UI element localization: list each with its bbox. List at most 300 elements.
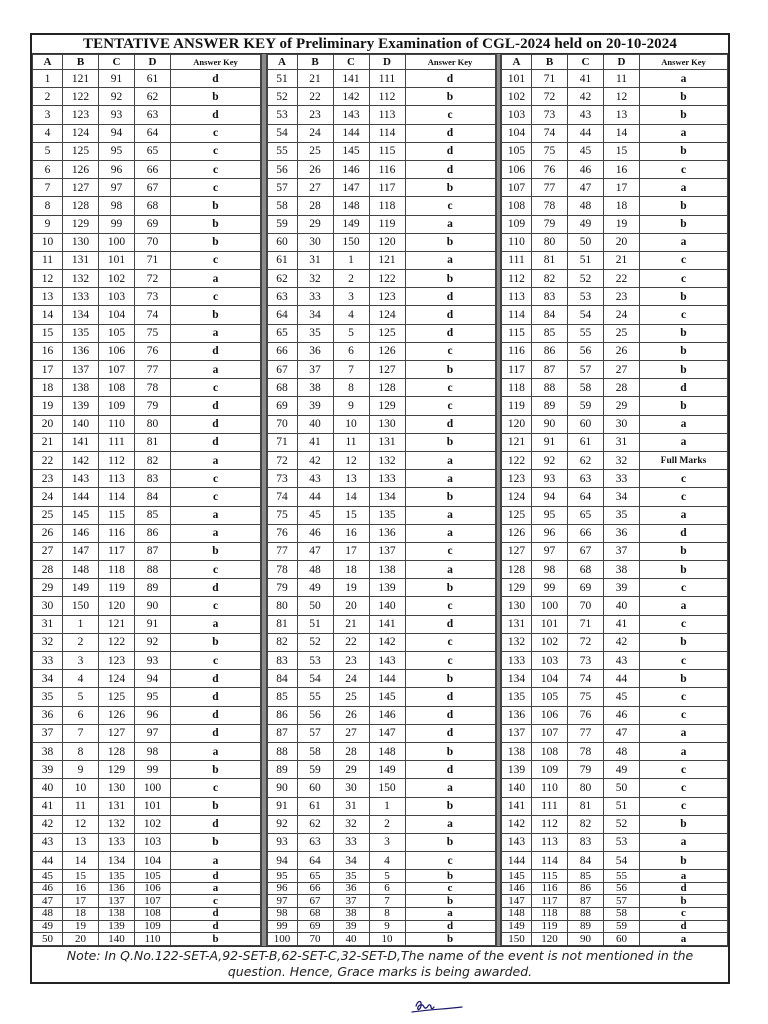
answer-cell: d bbox=[640, 524, 728, 542]
question-number-cell: 69 bbox=[568, 579, 604, 597]
table-row bbox=[267, 160, 495, 178]
answer-cell: d bbox=[405, 688, 495, 706]
question-number-cell: 7 bbox=[33, 179, 63, 197]
question-number-cell: 105 bbox=[502, 142, 532, 160]
question-number-cell: 34 bbox=[604, 488, 640, 506]
question-number-cell: 25 bbox=[604, 324, 640, 342]
answer-cell: c bbox=[640, 688, 728, 706]
answer-cell: b bbox=[405, 233, 495, 251]
question-number-cell: 147 bbox=[333, 179, 369, 197]
question-number-cell: 99 bbox=[532, 579, 568, 597]
table-row bbox=[33, 542, 261, 560]
question-number-cell: 45 bbox=[568, 142, 604, 160]
question-number-cell: 5 bbox=[33, 142, 63, 160]
question-number-cell: 83 bbox=[267, 652, 297, 670]
question-number-cell: 99 bbox=[135, 761, 171, 779]
question-number-cell: 87 bbox=[267, 724, 297, 742]
question-number-cell: 150 bbox=[502, 933, 532, 946]
question-number-cell: 108 bbox=[135, 908, 171, 921]
answer-cell: d bbox=[171, 397, 261, 415]
question-number-cell: 19 bbox=[33, 397, 63, 415]
answer-cell: d bbox=[171, 106, 261, 124]
question-number-cell: 95 bbox=[532, 506, 568, 524]
answer-cell: c bbox=[405, 652, 495, 670]
answer-cell: d bbox=[171, 815, 261, 833]
question-number-cell: 27 bbox=[297, 179, 333, 197]
question-number-cell: 10 bbox=[63, 779, 99, 797]
question-number-cell: 11 bbox=[604, 70, 640, 88]
question-number-cell: 119 bbox=[532, 920, 568, 933]
question-number-cell: 80 bbox=[267, 597, 297, 615]
question-number-cell: 48 bbox=[604, 742, 640, 760]
question-number-cell: 85 bbox=[532, 324, 568, 342]
question-number-cell: 85 bbox=[267, 688, 297, 706]
question-number-cell: 133 bbox=[99, 833, 135, 851]
question-number-cell: 125 bbox=[99, 688, 135, 706]
question-number-cell: 7 bbox=[369, 895, 405, 908]
question-number-cell: 20 bbox=[333, 597, 369, 615]
question-number-cell: 24 bbox=[33, 488, 63, 506]
question-number-cell: 61 bbox=[267, 251, 297, 269]
question-number-cell: 9 bbox=[33, 215, 63, 233]
table-row bbox=[502, 324, 728, 342]
answer-cell: c bbox=[640, 470, 728, 488]
answer-cell: c bbox=[405, 597, 495, 615]
answer-cell: a bbox=[640, 415, 728, 433]
table-row bbox=[33, 397, 261, 415]
question-number-cell: 35 bbox=[333, 870, 369, 883]
answer-cell: d bbox=[640, 882, 728, 895]
question-number-cell: 87 bbox=[532, 361, 568, 379]
question-number-cell: 90 bbox=[267, 779, 297, 797]
question-number-cell: 42 bbox=[568, 88, 604, 106]
question-number-cell: 64 bbox=[267, 306, 297, 324]
table-row bbox=[267, 633, 495, 651]
question-number-cell: 123 bbox=[369, 288, 405, 306]
answer-cell: a bbox=[405, 251, 495, 269]
question-number-cell: 45 bbox=[297, 506, 333, 524]
question-number-cell: 50 bbox=[297, 597, 333, 615]
question-number-cell: 83 bbox=[568, 833, 604, 851]
question-number-cell: 78 bbox=[267, 561, 297, 579]
table-row bbox=[502, 895, 728, 908]
question-number-cell: 90 bbox=[135, 597, 171, 615]
question-number-cell: 17 bbox=[63, 895, 99, 908]
question-number-cell: 20 bbox=[604, 233, 640, 251]
question-number-cell: 58 bbox=[568, 379, 604, 397]
answer-cell: b bbox=[640, 142, 728, 160]
question-number-cell: 131 bbox=[502, 615, 532, 633]
question-number-cell: 49 bbox=[568, 215, 604, 233]
question-number-cell: 6 bbox=[369, 882, 405, 895]
question-number-cell: 68 bbox=[267, 379, 297, 397]
question-number-cell: 78 bbox=[135, 379, 171, 397]
question-number-cell: 103 bbox=[502, 106, 532, 124]
answer-cell: b bbox=[640, 561, 728, 579]
question-number-cell: 95 bbox=[267, 870, 297, 883]
question-number-cell: 23 bbox=[604, 288, 640, 306]
question-number-cell: 49 bbox=[33, 920, 63, 933]
question-number-cell: 30 bbox=[33, 597, 63, 615]
question-number-cell: 56 bbox=[604, 882, 640, 895]
answer-cell: d bbox=[405, 306, 495, 324]
answer-cell: b bbox=[405, 933, 495, 946]
answer-cell: b bbox=[405, 670, 495, 688]
question-number-cell: 125 bbox=[502, 506, 532, 524]
table-row bbox=[502, 270, 728, 288]
answer-cell: b bbox=[405, 433, 495, 451]
table-row bbox=[33, 761, 261, 779]
table-row bbox=[267, 324, 495, 342]
question-number-cell: 96 bbox=[532, 524, 568, 542]
question-number-cell: 133 bbox=[502, 652, 532, 670]
answer-cell: d bbox=[171, 415, 261, 433]
question-number-cell: 56 bbox=[297, 706, 333, 724]
question-number-cell: 106 bbox=[532, 706, 568, 724]
question-number-cell: 58 bbox=[297, 742, 333, 760]
table-row bbox=[33, 920, 261, 933]
question-number-cell: 143 bbox=[63, 470, 99, 488]
question-number-cell: 113 bbox=[502, 288, 532, 306]
answer-table-group-1 bbox=[32, 54, 261, 946]
table-row bbox=[33, 142, 261, 160]
question-number-cell: 13 bbox=[63, 833, 99, 851]
question-number-cell: 98 bbox=[99, 197, 135, 215]
question-number-cell: 4 bbox=[33, 124, 63, 142]
table-row bbox=[33, 870, 261, 883]
question-number-cell: 40 bbox=[297, 415, 333, 433]
question-number-cell: 16 bbox=[33, 342, 63, 360]
answer-cell: c bbox=[171, 124, 261, 142]
question-number-cell: 121 bbox=[502, 433, 532, 451]
table-row bbox=[33, 288, 261, 306]
question-number-cell: 134 bbox=[369, 488, 405, 506]
table-row bbox=[502, 88, 728, 106]
question-number-cell: 131 bbox=[63, 251, 99, 269]
question-number-cell: 71 bbox=[267, 433, 297, 451]
table-row bbox=[33, 70, 261, 88]
question-number-cell: 53 bbox=[297, 652, 333, 670]
answer-cell: c bbox=[171, 652, 261, 670]
question-number-cell: 114 bbox=[99, 488, 135, 506]
question-number-cell: 110 bbox=[502, 233, 532, 251]
answer-cell: d bbox=[405, 124, 495, 142]
question-number-cell: 13 bbox=[333, 470, 369, 488]
answer-cell: d bbox=[405, 761, 495, 779]
question-number-cell: 42 bbox=[604, 633, 640, 651]
question-number-cell: 26 bbox=[333, 706, 369, 724]
table-row bbox=[33, 506, 261, 524]
question-number-cell: 69 bbox=[267, 397, 297, 415]
answer-cell: c bbox=[171, 597, 261, 615]
question-number-cell: 139 bbox=[63, 397, 99, 415]
table-row bbox=[33, 488, 261, 506]
table-row bbox=[33, 615, 261, 633]
header-row bbox=[502, 55, 728, 70]
question-number-cell: 12 bbox=[604, 88, 640, 106]
question-number-cell: 51 bbox=[267, 70, 297, 88]
question-number-cell: 127 bbox=[502, 542, 532, 560]
question-number-cell: 145 bbox=[63, 506, 99, 524]
question-number-cell: 65 bbox=[297, 870, 333, 883]
table-row bbox=[267, 670, 495, 688]
question-number-cell: 129 bbox=[502, 579, 532, 597]
table-row bbox=[267, 142, 495, 160]
question-number-cell: 81 bbox=[267, 615, 297, 633]
question-number-cell: 84 bbox=[135, 488, 171, 506]
question-number-cell: 127 bbox=[369, 361, 405, 379]
question-number-cell: 19 bbox=[333, 579, 369, 597]
answer-cell: a bbox=[405, 524, 495, 542]
set-header-c: C bbox=[568, 55, 604, 70]
question-number-cell: 105 bbox=[99, 324, 135, 342]
question-number-cell: 22 bbox=[297, 88, 333, 106]
set-header-b: B bbox=[532, 55, 568, 70]
table-row bbox=[267, 88, 495, 106]
table-row bbox=[267, 433, 495, 451]
question-number-cell: 58 bbox=[604, 908, 640, 921]
question-number-cell: 8 bbox=[369, 908, 405, 921]
question-number-cell: 60 bbox=[568, 415, 604, 433]
answer-cell: d bbox=[405, 324, 495, 342]
question-number-cell: 5 bbox=[333, 324, 369, 342]
question-number-cell: 30 bbox=[604, 415, 640, 433]
question-number-cell: 100 bbox=[532, 597, 568, 615]
answer-cell: a bbox=[405, 451, 495, 469]
question-number-cell: 31 bbox=[297, 251, 333, 269]
question-number-cell: 52 bbox=[297, 633, 333, 651]
question-number-cell: 43 bbox=[568, 106, 604, 124]
question-number-cell: 115 bbox=[532, 870, 568, 883]
question-number-cell: 36 bbox=[604, 524, 640, 542]
question-number-cell: 66 bbox=[135, 160, 171, 178]
question-number-cell: 21 bbox=[297, 70, 333, 88]
question-number-cell: 62 bbox=[267, 270, 297, 288]
question-number-cell: 88 bbox=[568, 908, 604, 921]
question-number-cell: 10 bbox=[369, 933, 405, 946]
question-number-cell: 52 bbox=[568, 270, 604, 288]
question-number-cell: 8 bbox=[33, 197, 63, 215]
question-number-cell: 145 bbox=[333, 142, 369, 160]
answer-cell: d bbox=[171, 908, 261, 921]
question-number-cell: 41 bbox=[604, 615, 640, 633]
answer-cell: b bbox=[405, 895, 495, 908]
question-number-cell: 109 bbox=[135, 920, 171, 933]
table-row bbox=[502, 882, 728, 895]
answer-cell: b bbox=[171, 833, 261, 851]
question-number-cell: 89 bbox=[568, 920, 604, 933]
table-row bbox=[33, 895, 261, 908]
answer-cell: a bbox=[640, 506, 728, 524]
question-number-cell: 15 bbox=[33, 324, 63, 342]
answer-cell: a bbox=[405, 215, 495, 233]
answer-cell: d bbox=[640, 920, 728, 933]
question-number-cell: 144 bbox=[369, 670, 405, 688]
question-number-cell: 3 bbox=[333, 288, 369, 306]
answer-cell: a bbox=[640, 597, 728, 615]
table-row bbox=[33, 524, 261, 542]
question-number-cell: 114 bbox=[532, 852, 568, 870]
question-number-cell: 35 bbox=[33, 688, 63, 706]
table-row bbox=[502, 688, 728, 706]
question-number-cell: 71 bbox=[135, 251, 171, 269]
table-row bbox=[33, 160, 261, 178]
set-header-b: B bbox=[63, 55, 99, 70]
question-number-cell: 139 bbox=[502, 761, 532, 779]
question-number-cell: 72 bbox=[267, 451, 297, 469]
question-number-cell: 19 bbox=[63, 920, 99, 933]
table-row bbox=[267, 251, 495, 269]
answer-cell: b bbox=[640, 342, 728, 360]
question-number-cell: 49 bbox=[297, 579, 333, 597]
question-number-cell: 118 bbox=[532, 908, 568, 921]
question-number-cell: 95 bbox=[99, 142, 135, 160]
question-number-cell: 112 bbox=[502, 270, 532, 288]
answer-cell: c bbox=[640, 761, 728, 779]
question-number-cell: 117 bbox=[502, 361, 532, 379]
question-number-cell: 97 bbox=[135, 724, 171, 742]
answer-cell: d bbox=[171, 433, 261, 451]
table-row bbox=[502, 797, 728, 815]
question-number-cell: 33 bbox=[33, 652, 63, 670]
signature bbox=[402, 990, 474, 1020]
set-header-d: D bbox=[135, 55, 171, 70]
question-number-cell: 2 bbox=[63, 633, 99, 651]
question-number-cell: 35 bbox=[297, 324, 333, 342]
question-number-cell: 16 bbox=[604, 160, 640, 178]
document-title: TENTATIVE ANSWER KEY of Preliminary Examination of CGL-2024 held on 20-10-2024 bbox=[32, 35, 728, 54]
table-row bbox=[267, 524, 495, 542]
answer-cell: c bbox=[171, 779, 261, 797]
question-number-cell: 75 bbox=[267, 506, 297, 524]
question-number-cell: 125 bbox=[63, 142, 99, 160]
table-row bbox=[502, 415, 728, 433]
table-row bbox=[267, 706, 495, 724]
answer-cell: b bbox=[405, 742, 495, 760]
answer-cell: b bbox=[171, 633, 261, 651]
question-number-cell: 81 bbox=[135, 433, 171, 451]
table-row bbox=[33, 361, 261, 379]
question-number-cell: 4 bbox=[63, 670, 99, 688]
table-row bbox=[267, 561, 495, 579]
question-number-cell: 105 bbox=[532, 688, 568, 706]
question-number-cell: 34 bbox=[297, 306, 333, 324]
question-number-cell: 69 bbox=[297, 920, 333, 933]
question-number-cell: 89 bbox=[267, 761, 297, 779]
question-number-cell: 25 bbox=[33, 506, 63, 524]
table-row bbox=[33, 342, 261, 360]
question-number-cell: 39 bbox=[333, 920, 369, 933]
question-number-cell: 135 bbox=[369, 506, 405, 524]
question-number-cell: 133 bbox=[369, 470, 405, 488]
question-number-cell: 105 bbox=[135, 870, 171, 883]
answer-cell: b bbox=[405, 870, 495, 883]
table-row bbox=[267, 542, 495, 560]
question-number-cell: 141 bbox=[369, 615, 405, 633]
question-number-cell: 61 bbox=[297, 797, 333, 815]
question-number-cell: 132 bbox=[63, 270, 99, 288]
answer-cell: b bbox=[405, 361, 495, 379]
table-row bbox=[33, 882, 261, 895]
question-number-cell: 146 bbox=[333, 160, 369, 178]
question-number-cell: 109 bbox=[99, 397, 135, 415]
question-number-cell: 81 bbox=[532, 251, 568, 269]
answer-cell: a bbox=[640, 870, 728, 883]
question-number-cell: 46 bbox=[568, 160, 604, 178]
question-number-cell: 123 bbox=[502, 470, 532, 488]
answer-cell: d bbox=[171, 724, 261, 742]
question-number-cell: 13 bbox=[604, 106, 640, 124]
question-number-cell: 15 bbox=[333, 506, 369, 524]
answer-cell: Full Marks bbox=[640, 451, 728, 469]
question-number-cell: 44 bbox=[297, 488, 333, 506]
table-row bbox=[33, 579, 261, 597]
question-number-cell: 27 bbox=[333, 724, 369, 742]
answer-cell: c bbox=[405, 633, 495, 651]
set-header-d: D bbox=[604, 55, 640, 70]
question-number-cell: 123 bbox=[63, 106, 99, 124]
answer-cell: b bbox=[405, 833, 495, 851]
table-row bbox=[33, 306, 261, 324]
question-number-cell: 44 bbox=[33, 852, 63, 870]
question-number-cell: 73 bbox=[267, 470, 297, 488]
answer-cell: d bbox=[405, 142, 495, 160]
answer-cell: d bbox=[405, 615, 495, 633]
question-number-cell: 13 bbox=[33, 288, 63, 306]
answer-cell: a bbox=[171, 852, 261, 870]
question-number-cell: 48 bbox=[33, 908, 63, 921]
question-number-cell: 145 bbox=[369, 688, 405, 706]
question-number-cell: 111 bbox=[532, 797, 568, 815]
question-number-cell: 82 bbox=[532, 270, 568, 288]
question-number-cell: 60 bbox=[297, 779, 333, 797]
question-number-cell: 113 bbox=[369, 106, 405, 124]
question-number-cell: 21 bbox=[333, 615, 369, 633]
answer-cell: b bbox=[405, 88, 495, 106]
table-row bbox=[267, 415, 495, 433]
table-row bbox=[502, 361, 728, 379]
question-number-cell: 124 bbox=[502, 488, 532, 506]
question-number-cell: 120 bbox=[99, 597, 135, 615]
answer-cell: a bbox=[171, 324, 261, 342]
table-row bbox=[502, 142, 728, 160]
question-number-cell: 96 bbox=[99, 160, 135, 178]
question-number-cell: 62 bbox=[297, 815, 333, 833]
question-number-cell: 141 bbox=[333, 70, 369, 88]
question-number-cell: 128 bbox=[502, 561, 532, 579]
question-number-cell: 73 bbox=[532, 106, 568, 124]
question-number-cell: 91 bbox=[135, 615, 171, 633]
question-number-cell: 1 bbox=[63, 615, 99, 633]
question-number-cell: 109 bbox=[532, 761, 568, 779]
question-number-cell: 110 bbox=[135, 933, 171, 946]
question-number-cell: 12 bbox=[33, 270, 63, 288]
question-number-cell: 69 bbox=[135, 215, 171, 233]
question-number-cell: 37 bbox=[33, 724, 63, 742]
answer-cell: d bbox=[171, 342, 261, 360]
question-number-cell: 34 bbox=[33, 670, 63, 688]
question-number-cell: 116 bbox=[99, 524, 135, 542]
answer-cell: b bbox=[640, 852, 728, 870]
question-number-cell: 12 bbox=[333, 451, 369, 469]
answer-cell: b bbox=[405, 179, 495, 197]
question-number-cell: 93 bbox=[135, 652, 171, 670]
question-number-cell: 103 bbox=[135, 833, 171, 851]
question-number-cell: 56 bbox=[568, 342, 604, 360]
table-row bbox=[267, 342, 495, 360]
table-row bbox=[502, 724, 728, 742]
question-number-cell: 140 bbox=[369, 597, 405, 615]
